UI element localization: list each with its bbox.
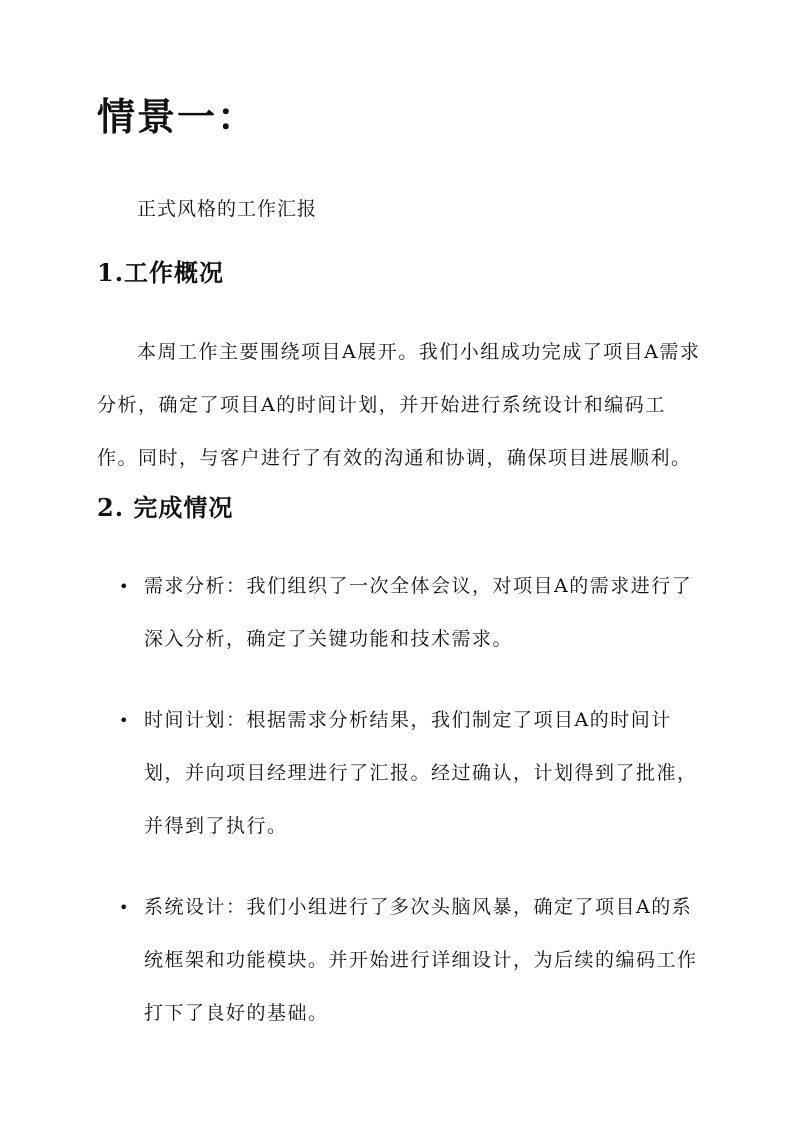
- section-heading-completion-status: 2. 完成情况: [97, 493, 234, 522]
- list-item-text: 需求分析：我们组织了一次全体会议，对项目A的需求进行了深入分析，确定了关键功能和技术需求。: [144, 575, 693, 650]
- section-heading-work-overview: 1.工作概况: [97, 258, 225, 287]
- bullet-icon: •: [119, 898, 130, 917]
- list-item: [97, 881, 707, 1040]
- list-item-text: 系统设计：我们小组进行了多次头脑风暴，确定了项目A的系统框架和功能模块。并开始进行详细设计，为后续的编码工作打下了良好的基础。: [144, 896, 698, 1024]
- work-overview-paragraph: 本周工作主要围绕项目A展开。我们小组成功完成了项目A需求分析，确定了项目A的时间计划，并开始进行系统设计和编码工作。同时，与客户进行了有效的沟通和协调，确保项目进展顺利。: [97, 341, 701, 469]
- list-item-text: 时间计划：根据需求分析结果，我们制定了项目A的时间计划，并向项目经理进行了汇报。经过确认，计划得到了批准，并得到了执行。: [144, 709, 698, 837]
- list-item: [97, 694, 707, 853]
- completion-list: [97, 560, 707, 1068]
- page-title: 情景一：: [97, 94, 258, 139]
- bullet-icon: •: [119, 711, 130, 730]
- bullet-icon: •: [119, 577, 130, 596]
- list-item: [97, 560, 707, 666]
- page-subtitle: 正式风格的工作汇报: [137, 198, 318, 220]
